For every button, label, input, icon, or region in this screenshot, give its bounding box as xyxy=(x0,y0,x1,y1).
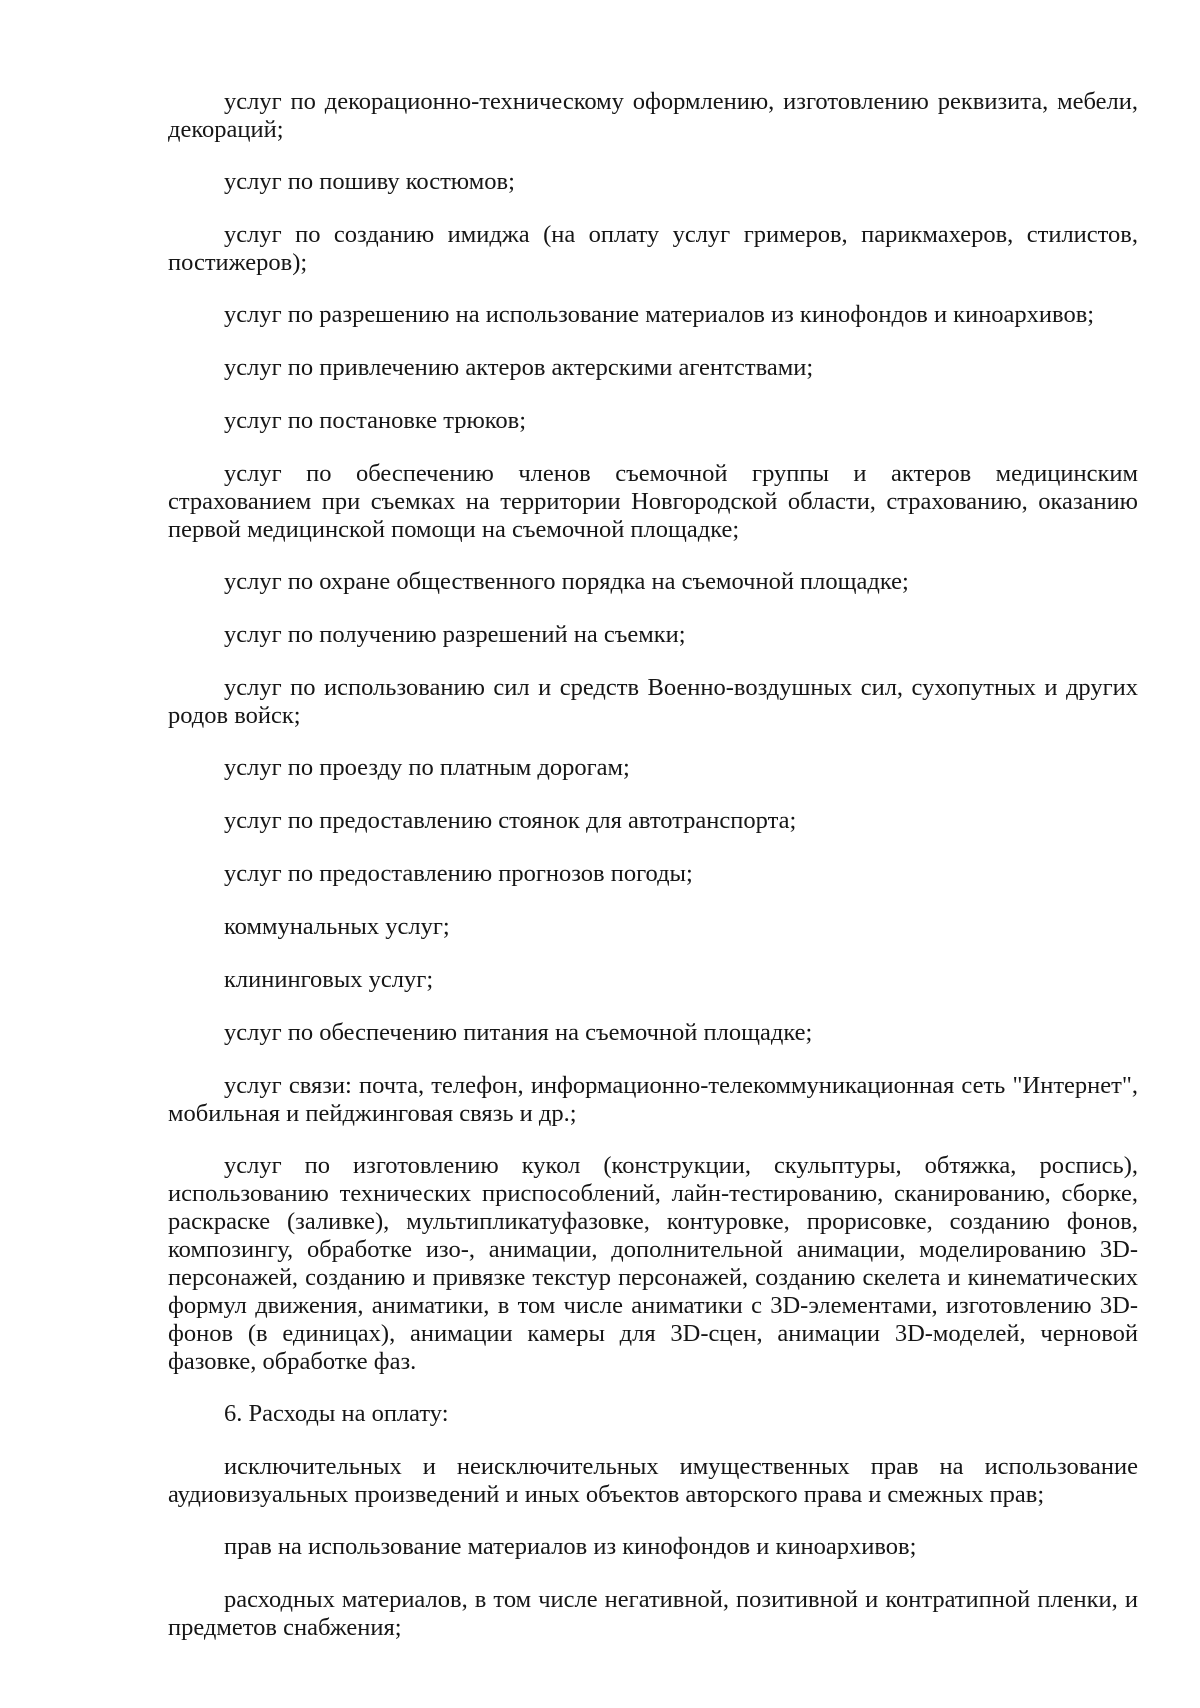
paragraph-decor-services: услуг по декорационно-техническому оформлению, изготовлению реквизита, мебели, декораций; xyxy=(168,88,1138,143)
paragraph-archive-rights: прав на использование материалов из кинофондов и киноархивов; xyxy=(224,1533,917,1560)
paragraph-consumables: расходных материалов, в том числе негативной, позитивной и контратипной пленки, и предметов снабжения; xyxy=(168,1586,1138,1641)
paragraph-property-rights: исключительных и неисключительных имущественных прав на использование аудиовизуальных произведений и иных объектов авторского права и смежных прав; xyxy=(168,1453,1138,1508)
paragraph-military-forces: услуг по использованию сил и средств Военно-воздушных сил, сухопутных и других родов войск; xyxy=(168,674,1138,729)
paragraph-toll-roads: услуг по проезду по платным дорогам; xyxy=(224,754,630,781)
paragraph-filming-permits: услуг по получению разрешений на съемки; xyxy=(224,621,686,648)
paragraph-catering: услуг по обеспечению питания на съемочной площадке; xyxy=(224,1019,813,1046)
paragraph-public-order: услуг по охране общественного порядка на съемочной площадке; xyxy=(224,568,909,595)
paragraph-utilities: коммунальных услуг; xyxy=(224,913,450,940)
paragraph-actor-agencies: услуг по привлечению актеров актерскими агентствами; xyxy=(224,354,814,381)
paragraph-animation-services: услуг по изготовлению кукол (конструкции, скульптуры, обтяжка, роспись), использованию технических приспособлений, лайн-тестированию, сканированию, сборке, раскраске (заливке), мультипликатуфазовке, контуровке, прорисовке, созданию фонов, композингу, обработке изо-, анимации, дополнительной анимации, моделированию 3D-персонажей, созданию и привязке текстур персонажей, созданию скелета и кинематических формул движения, аниматики, в том числе аниматики с 3D-элементами, изготовлению 3D-фонов (в единицах), анимации камеры для 3D-сцен, анимации 3D-моделей, черновой фазовке, обработке фаз. xyxy=(168,1152,1138,1375)
paragraph-archive-permission: услуг по разрешению на использование материалов из кинофондов и киноархивов; xyxy=(224,301,1095,328)
paragraph-parking: услуг по предоставлению стоянок для автотранспорта; xyxy=(224,807,797,834)
paragraph-costume-services: услуг по пошиву костюмов; xyxy=(224,168,515,195)
paragraph-stunts: услуг по постановке трюков; xyxy=(224,407,527,434)
paragraph-medical-insurance: услуг по обеспечению членов съемочной группы и актеров медицинским страхованием при съемках на территории Новгородской области, страхованию, оказанию первой медицинской помощи на съемочной площадке; xyxy=(168,460,1138,543)
paragraph-cleaning: клининговых услуг; xyxy=(224,966,434,993)
paragraph-image-services: услуг по созданию имиджа (на оплату услуг гримеров, парикмахеров, стилистов, постижеров); xyxy=(168,221,1138,276)
paragraph-weather: услуг по предоставлению прогнозов погоды; xyxy=(224,860,693,887)
section-heading-6: 6. Расходы на оплату: xyxy=(224,1400,449,1427)
paragraph-communications: услуг связи: почта, телефон, информационно-телекоммуникационная сеть "Интернет", мобильная и пейджинговая связь и др.; xyxy=(168,1072,1138,1127)
